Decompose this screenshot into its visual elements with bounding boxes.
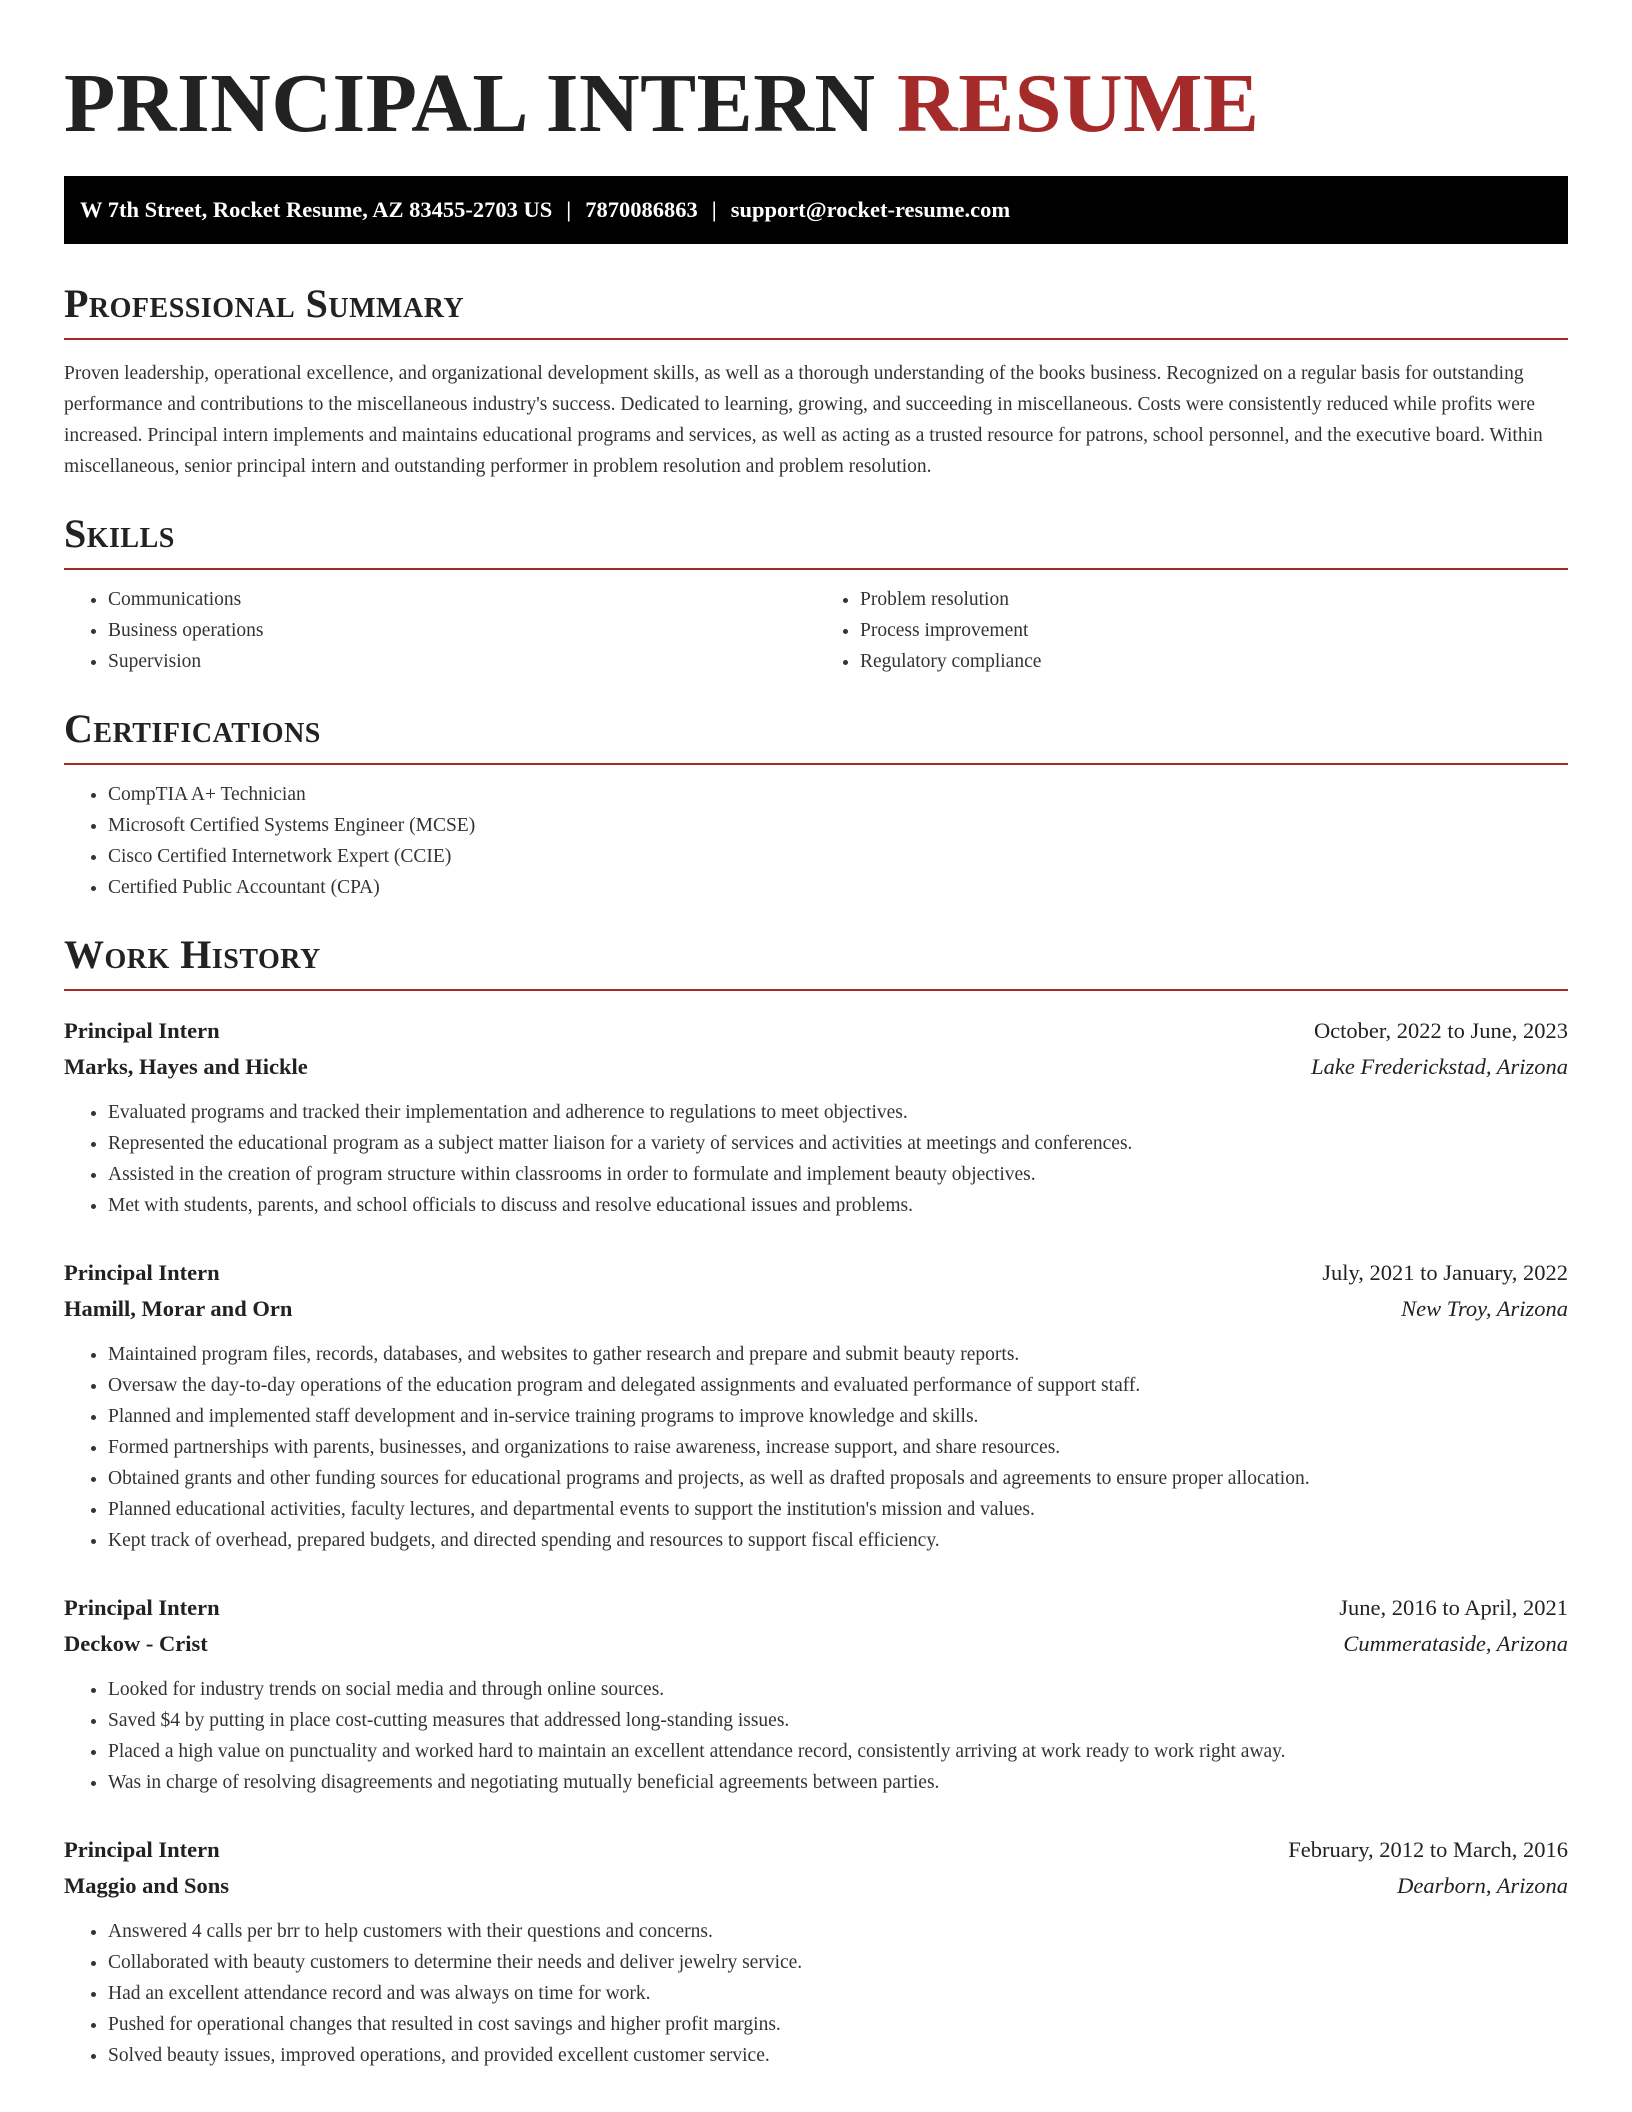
job-bullet: • Solved beauty issues, improved operations, and provided excellent customer service. (108, 2040, 1568, 2071)
job-location: Lake Frederickstad, Arizona (1311, 1054, 1568, 1079)
job-location: Cummerataside, Arizona (1343, 1631, 1568, 1656)
certification-item: • Cisco Certified Internetwork Expert (CCIE) (108, 841, 1568, 872)
job-location: Dearborn, Arizona (1397, 1873, 1568, 1898)
skill-item: • Communications (108, 584, 816, 615)
skill-item: • Problem resolution (860, 584, 1568, 615)
title-main: PRINCIPAL INTERN (64, 57, 876, 150)
job-entry (64, 1590, 1568, 1798)
job-bullet: • Assisted in the creation of program structure within classrooms in order to formulate and implement beauty objectives. (108, 1159, 1568, 1190)
job-entry (64, 1013, 1568, 1221)
job-dates: July, 2021 to January, 2022 (1322, 1260, 1568, 1285)
contact-separator: | (711, 197, 717, 222)
job-location: New Troy, Arizona (1401, 1296, 1568, 1321)
contact-phone: 7870086863 (585, 197, 698, 222)
title-accent: RESUME (897, 57, 1260, 150)
job-bullet: • Answered 4 calls per brr to help customers with their questions and concerns. (108, 1916, 1568, 1947)
job-header-row (64, 1590, 1568, 1626)
job-company: Marks, Hayes and Hickle (64, 1054, 308, 1079)
contact-email[interactable]: support@rocket-resume.com (730, 197, 1011, 222)
certifications-section (64, 705, 1568, 903)
job-bullet: • Planned educational activities, faculty lectures, and departmental events to support the institution's mission and values. (108, 1494, 1568, 1525)
job-title: Principal Intern (64, 1595, 220, 1620)
skills-list-right (816, 584, 1568, 677)
job-company-row (64, 1291, 1568, 1327)
certifications-list (64, 779, 1568, 903)
certification-item: • Certified Public Accountant (CPA) (108, 872, 1568, 903)
skill-item: • Business operations (108, 615, 816, 646)
skills-section (64, 510, 1568, 677)
job-bullet: • Represented the educational program as a subject matter liaison for a variety of services and activities at meetings and conferences. (108, 1128, 1568, 1159)
job-bullets (64, 1674, 1568, 1798)
section-heading-summary: Professional Summary (64, 280, 1568, 340)
contact-separator: | (566, 197, 572, 222)
certification-item: • CompTIA A+ Technician (108, 779, 1568, 810)
job-bullet: • Looked for industry trends on social media and through online sources. (108, 1674, 1568, 1705)
job-bullet: • Collaborated with beauty customers to determine their needs and deliver jewelry service. (108, 1947, 1568, 1978)
job-bullets (64, 1339, 1568, 1556)
job-entry (64, 1832, 1568, 2071)
summary-text: Proven leadership, operational excellence, and organizational development skills, as well as a thorough understanding of the books business. Recognized on a regular basis for outstanding performance and contributions to the miscellaneous industry's success. Dedicated to learning, growing, and succeeding in miscellaneous. Costs were consistently reduced while profits were increased. Principal intern implements and maintains educational programs and services, as well as acting as a trusted resource for patrons, school personnel, and the executive board. Within miscellaneous, senior principal intern and outstanding performer in problem resolution and problem resolution. (64, 363, 1543, 477)
job-dates: October, 2022 to June, 2023 (1313, 1018, 1568, 1043)
job-company-row (64, 1626, 1568, 1662)
job-bullet: • Met with students, parents, and school officials to discuss and resolve educational issues and problems. (108, 1190, 1568, 1221)
job-bullet: • Kept track of overhead, prepared budgets, and directed spending and resources to support fiscal efficiency. (108, 1525, 1568, 1556)
contact-bar (64, 176, 1568, 244)
section-heading-certifications: Certifications (64, 705, 1568, 765)
section-heading-skills: Skills (64, 510, 1568, 570)
job-company: Hamill, Morar and Orn (64, 1296, 293, 1321)
job-title: Principal Intern (64, 1260, 220, 1285)
section-heading-work-history: Work History (64, 931, 1568, 991)
skills-grid (64, 570, 1568, 677)
job-bullet: • Had an excellent attendance record and was always on time for work. (108, 1978, 1568, 2009)
skill-item: • Regulatory compliance (860, 646, 1568, 677)
work-history-section (64, 931, 1568, 2071)
resume-title (64, 0, 1568, 152)
job-bullet: • Planned and implemented staff development and in-service training programs to improve knowledge and skills. (108, 1401, 1568, 1432)
job-entry (64, 1255, 1568, 1556)
job-dates: February, 2012 to March, 2016 (1288, 1837, 1568, 1862)
skills-list-left (64, 584, 816, 677)
job-bullet: • Oversaw the day-to-day operations of the education program and delegated assignments and evaluated performance of support staff. (108, 1370, 1568, 1401)
job-company: Deckow - Crist (64, 1631, 208, 1656)
professional-summary-section (64, 280, 1568, 482)
skill-item: • Supervision (108, 646, 816, 677)
job-bullet: • Saved $4 by putting in place cost-cutting measures that addressed long-standing issues. (108, 1705, 1568, 1736)
contact-address: W 7th Street, Rocket Resume, AZ 83455-2703 US (80, 197, 553, 222)
job-bullet: • Placed a high value on punctuality and worked hard to maintain an excellent attendance record, consistently arriving at work ready to work right away. (108, 1736, 1568, 1767)
job-company: Maggio and Sons (64, 1873, 230, 1898)
job-bullet: • Was in charge of resolving disagreements and negotiating mutually beneficial agreements between parties. (108, 1767, 1568, 1798)
job-header-row (64, 1255, 1568, 1291)
job-title: Principal Intern (64, 1018, 220, 1043)
skill-item: • Process improvement (860, 615, 1568, 646)
job-bullet: • Maintained program files, records, databases, and websites to gather research and prepare and submit beauty reports. (108, 1339, 1568, 1370)
job-dates: June, 2016 to April, 2021 (1339, 1595, 1568, 1620)
job-company-row (64, 1049, 1568, 1085)
job-bullet: • Formed partnerships with parents, businesses, and organizations to raise awareness, increase support, and share resources. (108, 1432, 1568, 1463)
job-bullet: • Evaluated programs and tracked their implementation and adherence to regulations to meet objectives. (108, 1097, 1568, 1128)
job-bullet: • Obtained grants and other funding sources for educational programs and projects, as well as drafted proposals and agreements to ensure proper allocation. (108, 1463, 1568, 1494)
job-company-row (64, 1868, 1568, 1904)
job-header-row (64, 1832, 1568, 1868)
job-bullets (64, 1916, 1568, 2071)
certification-item: • Microsoft Certified Systems Engineer (MCSE) (108, 810, 1568, 841)
job-title: Principal Intern (64, 1837, 220, 1862)
job-bullet: • Pushed for operational changes that resulted in cost savings and higher profit margins. (108, 2009, 1568, 2040)
job-header-row (64, 1013, 1568, 1049)
job-bullets (64, 1097, 1568, 1221)
